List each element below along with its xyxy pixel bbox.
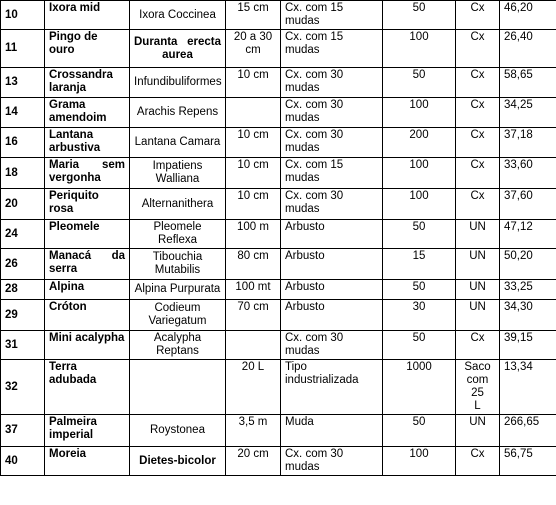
table-row — [1, 415, 556, 447]
scientific-name-cell: Acalypha Reptans — [130, 331, 226, 360]
quantity-cell: 50 — [383, 68, 456, 98]
unit-cell: Cx — [456, 331, 500, 360]
size-cell: 10 cm — [226, 68, 281, 98]
table-row — [1, 331, 556, 360]
packaging-cell: Arbusto — [281, 280, 383, 300]
name-cell: Pleomele — [45, 220, 130, 249]
code-cell: 28 — [1, 280, 45, 300]
name-cell: Palmeira imperial — [45, 415, 130, 447]
price-cell: 33,60 — [500, 158, 556, 189]
price-cell: 37,60 — [500, 189, 556, 220]
price-cell: 56,75 — [500, 447, 556, 476]
table-row — [1, 128, 556, 158]
size-cell: 70 cm — [226, 300, 281, 331]
packaging-cell: Cx. com 30 mudas — [281, 128, 383, 158]
name-cell: Maria sem vergonha — [45, 158, 130, 189]
unit-cell: Saco com 25 L — [456, 360, 500, 415]
code-cell: 24 — [1, 220, 45, 249]
unit-cell: UN — [456, 300, 500, 331]
size-cell: 10 cm — [226, 158, 281, 189]
code-cell: 18 — [1, 158, 45, 189]
packaging-cell: Tipo industrializada — [281, 360, 383, 415]
price-cell: 50,20 — [500, 249, 556, 280]
code-cell: 13 — [1, 68, 45, 98]
name-cell: Moreia — [45, 447, 130, 476]
price-cell: 46,20 — [500, 1, 556, 30]
price-cell: 37,18 — [500, 128, 556, 158]
code-cell: 31 — [1, 331, 45, 360]
unit-cell: Cx — [456, 1, 500, 30]
quantity-cell: 1000 — [383, 360, 456, 415]
scientific-name-cell: Infundibuliformes — [130, 68, 226, 98]
unit-cell: UN — [456, 249, 500, 280]
price-cell: 33,25 — [500, 280, 556, 300]
unit-cell: Cx — [456, 189, 500, 220]
quantity-cell: 100 — [383, 189, 456, 220]
code-cell: 32 — [1, 360, 45, 415]
table-row — [1, 189, 556, 220]
scientific-name-cell: Alpina Purpurata — [130, 280, 226, 300]
code-cell: 40 — [1, 447, 45, 476]
quantity-cell: 50 — [383, 331, 456, 360]
price-cell: 13,34 — [500, 360, 556, 415]
name-cell: Ixora mid — [45, 1, 130, 30]
size-cell: 3,5 m — [226, 415, 281, 447]
code-cell: 11 — [1, 30, 45, 68]
size-cell: 20 a 30 cm — [226, 30, 281, 68]
unit-cell: Cx — [456, 158, 500, 189]
unit-cell: UN — [456, 220, 500, 249]
scientific-name-cell: Codieum Variegatum — [130, 300, 226, 331]
quantity-cell: 50 — [383, 415, 456, 447]
quantity-cell: 15 — [383, 249, 456, 280]
size-cell: 100 mt — [226, 280, 281, 300]
code-cell: 29 — [1, 300, 45, 331]
packaging-cell: Cx. com 30 mudas — [281, 447, 383, 476]
table-body — [1, 1, 556, 476]
code-cell: 16 — [1, 128, 45, 158]
quantity-cell: 100 — [383, 158, 456, 189]
table-row — [1, 220, 556, 249]
scientific-name-cell: Arachis Repens — [130, 98, 226, 128]
unit-cell: Cx — [456, 128, 500, 158]
scientific-name-cell: Tibouchia Mutabilis — [130, 249, 226, 280]
quantity-cell: 200 — [383, 128, 456, 158]
quantity-cell: 100 — [383, 30, 456, 68]
unit-cell: UN — [456, 280, 500, 300]
price-cell: 47,12 — [500, 220, 556, 249]
packaging-cell: Muda — [281, 415, 383, 447]
size-cell: 20 cm — [226, 447, 281, 476]
size-cell — [226, 331, 281, 360]
table-row — [1, 280, 556, 300]
table-row — [1, 360, 556, 415]
table-row — [1, 68, 556, 98]
price-cell: 39,15 — [500, 331, 556, 360]
name-cell: Periquito rosa — [45, 189, 130, 220]
price-cell: 266,65 — [500, 415, 556, 447]
code-cell: 20 — [1, 189, 45, 220]
name-cell: Alpina — [45, 280, 130, 300]
table-row — [1, 30, 556, 68]
table-row — [1, 249, 556, 280]
code-cell: 14 — [1, 98, 45, 128]
unit-cell: Cx — [456, 30, 500, 68]
scientific-name-cell — [130, 360, 226, 415]
name-cell: Manacá da serra — [45, 249, 130, 280]
table-row — [1, 98, 556, 128]
packaging-cell: Arbusto — [281, 249, 383, 280]
scientific-name-cell: Alternanithera — [130, 189, 226, 220]
scientific-name-cell: Lantana Camara — [130, 128, 226, 158]
size-cell: 80 cm — [226, 249, 281, 280]
table-row — [1, 447, 556, 476]
quantity-cell: 30 — [383, 300, 456, 331]
packaging-cell: Cx. com 15 mudas — [281, 30, 383, 68]
size-cell: 15 cm — [226, 1, 281, 30]
packaging-cell: Cx. com 30 mudas — [281, 189, 383, 220]
scientific-name-cell: Dietes-bicolor — [130, 447, 226, 476]
unit-cell: Cx — [456, 98, 500, 128]
price-cell: 58,65 — [500, 68, 556, 98]
packaging-cell: Cx. com 15 mudas — [281, 1, 383, 30]
size-cell: 100 m — [226, 220, 281, 249]
quantity-cell: 50 — [383, 280, 456, 300]
scientific-name-cell: Ixora Coccinea — [130, 1, 226, 30]
code-cell: 10 — [1, 1, 45, 30]
unit-cell: Cx — [456, 447, 500, 476]
code-cell: 37 — [1, 415, 45, 447]
name-cell: Terra adubada — [45, 360, 130, 415]
name-cell: Pingo de ouro — [45, 30, 130, 68]
quantity-cell: 100 — [383, 98, 456, 128]
name-cell: Mini acalypha — [45, 331, 130, 360]
scientific-name-cell: Roystonea — [130, 415, 226, 447]
unit-cell: UN — [456, 415, 500, 447]
scientific-name-cell: Pleomele Reflexa — [130, 220, 226, 249]
size-cell: 10 cm — [226, 128, 281, 158]
size-cell: 10 cm — [226, 189, 281, 220]
packaging-cell: Arbusto — [281, 220, 383, 249]
name-cell: Grama amendoim — [45, 98, 130, 128]
unit-cell: Cx — [456, 68, 500, 98]
packaging-cell: Cx. com 30 mudas — [281, 98, 383, 128]
packaging-cell: Arbusto — [281, 300, 383, 331]
name-cell: Cróton — [45, 300, 130, 331]
price-cell: 34,25 — [500, 98, 556, 128]
quantity-cell: 100 — [383, 447, 456, 476]
packaging-cell: Cx. com 30 mudas — [281, 331, 383, 360]
packaging-cell: Cx. com 15 mudas — [281, 158, 383, 189]
size-cell — [226, 98, 281, 128]
quantity-cell: 50 — [383, 220, 456, 249]
table-row — [1, 1, 556, 30]
name-cell: Lantana arbustiva — [45, 128, 130, 158]
code-cell: 26 — [1, 249, 45, 280]
packaging-cell: Cx. com 30 mudas — [281, 68, 383, 98]
scientific-name-cell: Impatiens Walliana — [130, 158, 226, 189]
quantity-cell: 50 — [383, 1, 456, 30]
size-cell: 20 L — [226, 360, 281, 415]
name-cell: Crossandra laranja — [45, 68, 130, 98]
price-cell: 26,40 — [500, 30, 556, 68]
table-row — [1, 158, 556, 189]
price-cell: 34,30 — [500, 300, 556, 331]
scientific-name-cell: Duranta erecta aurea — [130, 30, 226, 68]
table-row — [1, 300, 556, 331]
